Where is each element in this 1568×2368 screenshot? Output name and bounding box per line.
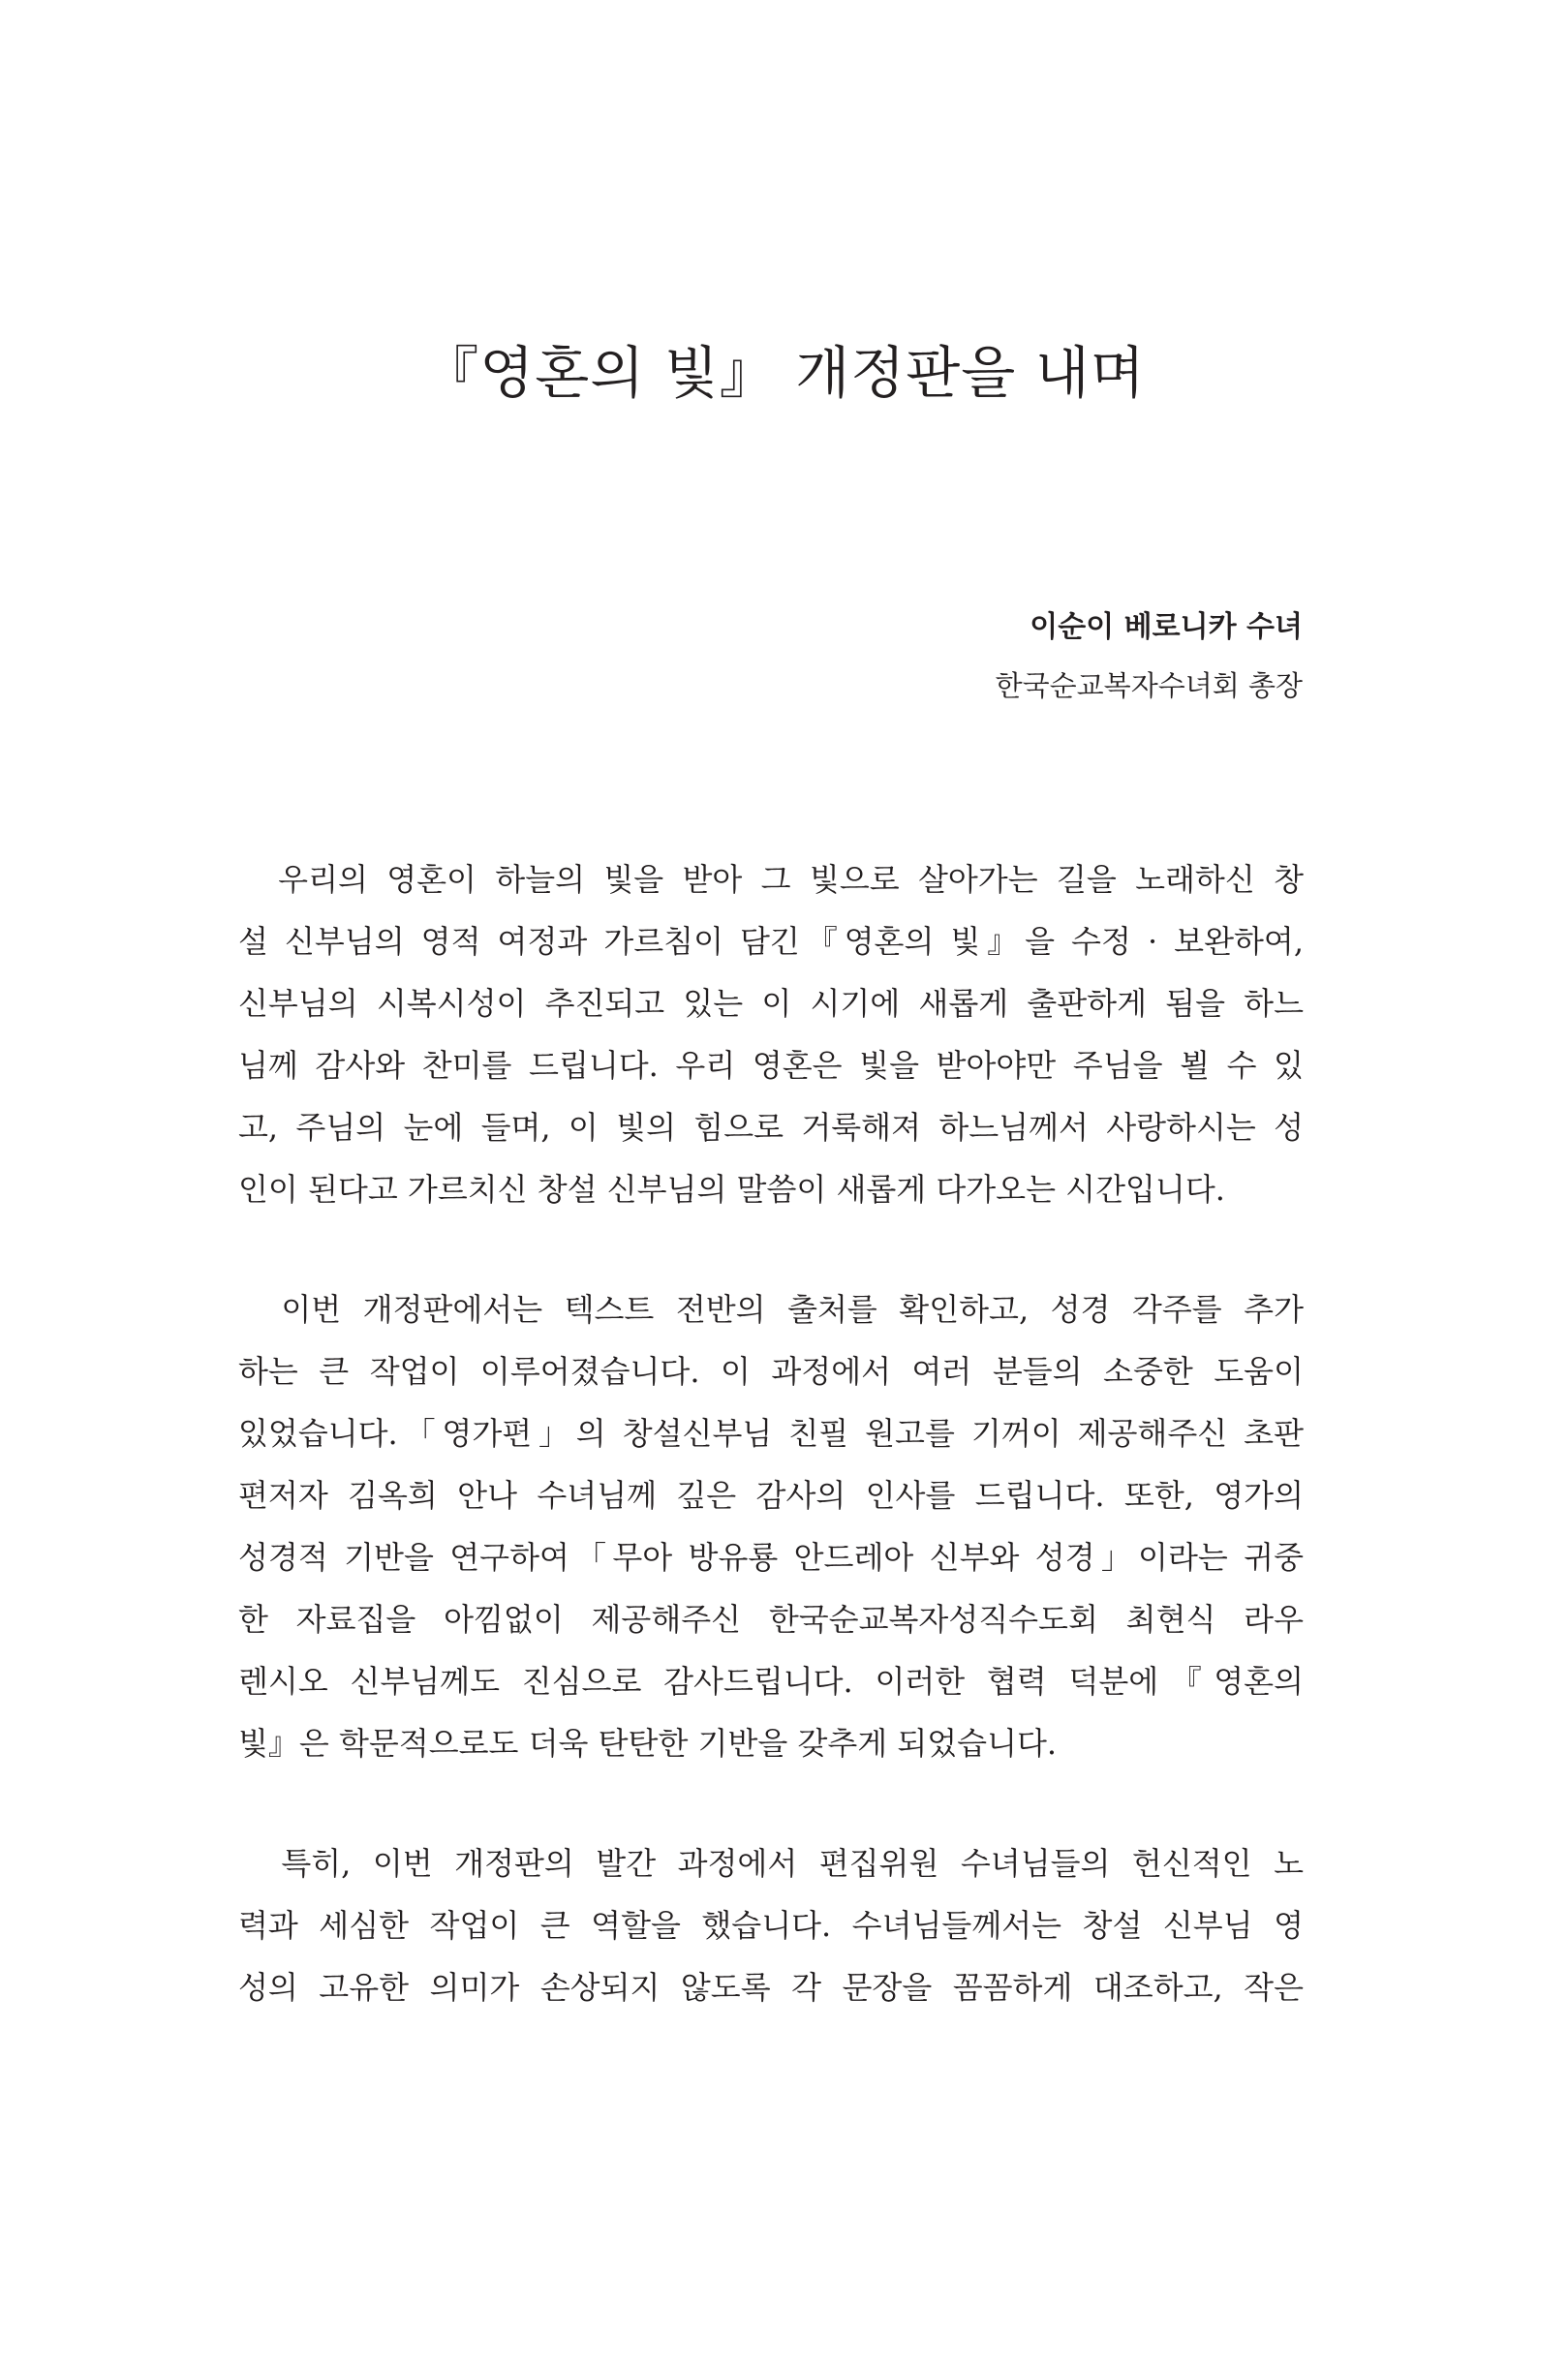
byline	[996, 604, 1303, 709]
text-line: 편저자 김옥희 안나 수녀님께 깊은 감사의 인사를 드립니다. 또한, 영가의	[238, 1477, 1304, 1514]
paragraph-2	[238, 1278, 1304, 1774]
text-line: 렌시오 신부님께도 진심으로 감사드립니다. 이러한 협력 덕분에『영혼의	[238, 1663, 1304, 1700]
author-name: 이순이 베로니카 수녀	[1030, 610, 1303, 644]
body-text	[238, 848, 1304, 2076]
text-line: 빛』은 학문적으로도 더욱 탄탄한 기반을 갖추게 되었습니다.	[238, 1725, 1058, 1762]
text-line: 고, 주님의 눈에 들며, 이 빛의 힘으로 거룩해져 하느님께서 사랑하시는 성	[238, 1109, 1304, 1146]
text-line: 성의 고유한 의미가 손상되지 않도록 각 문장을 꼼꼼하게 대조하고, 작은	[238, 1969, 1304, 2006]
text-line: 설 신부님의 영적 여정과 가르침이 담긴『영혼의 빛』을 수정 · 보완하여,	[238, 923, 1304, 960]
text-line: 하는 큰 작업이 이루어졌습니다. 이 과정에서 여러 분들의 소중한 도움이	[238, 1353, 1304, 1390]
text-line: 한 자료집을 아낌없이 제공해주신 한국순교복자성직수도회 최현식 라우	[238, 1601, 1304, 1638]
text-line: 있었습니다.「영가편」의 창설신부님 친필 원고를 기꺼이 제공해주신 초판	[238, 1415, 1304, 1452]
text-line: 신부님의 시복시성이 추진되고 있는 이 시기에 새롭게 출판하게 됨을 하느	[238, 985, 1304, 1022]
author-affiliation: 한국순교복자수녀회 총장	[995, 669, 1303, 702]
paragraph-3	[238, 1832, 1304, 2018]
page-title: 『영혼의 빛』 개정판을 내며	[422, 340, 1146, 406]
text-line: 인이 된다고 가르치신 창설 신부님의 말씀이 새롭게 다가오는 시간입니다.	[238, 1171, 1225, 1208]
text-line: 이번 개정판에서는 텍스트 전반의 출처를 확인하고, 성경 각주를 추가	[238, 1291, 1304, 1328]
text-line: 성경적 기반을 연구하여「무아 방유룡 안드레아 신부와 성경」이라는 귀중	[238, 1539, 1304, 1576]
text-line: 특히, 이번 개정판의 발간 과정에서 편집위원 수녀님들의 헌신적인 노	[238, 1845, 1304, 1882]
text-line: 력과 세심한 작업이 큰 역할을 했습니다. 수녀님들께서는 창설 신부님 영	[238, 1907, 1304, 1944]
paragraph-1	[238, 848, 1304, 1220]
text-line: 님께 감사와 찬미를 드립니다. 우리 영혼은 빛을 받아야만 주님을 뵐 수 있	[238, 1047, 1304, 1084]
text-line: 우리의 영혼이 하늘의 빛을 받아 그 빛으로 살아가는 길을 노래하신 창	[238, 861, 1304, 898]
